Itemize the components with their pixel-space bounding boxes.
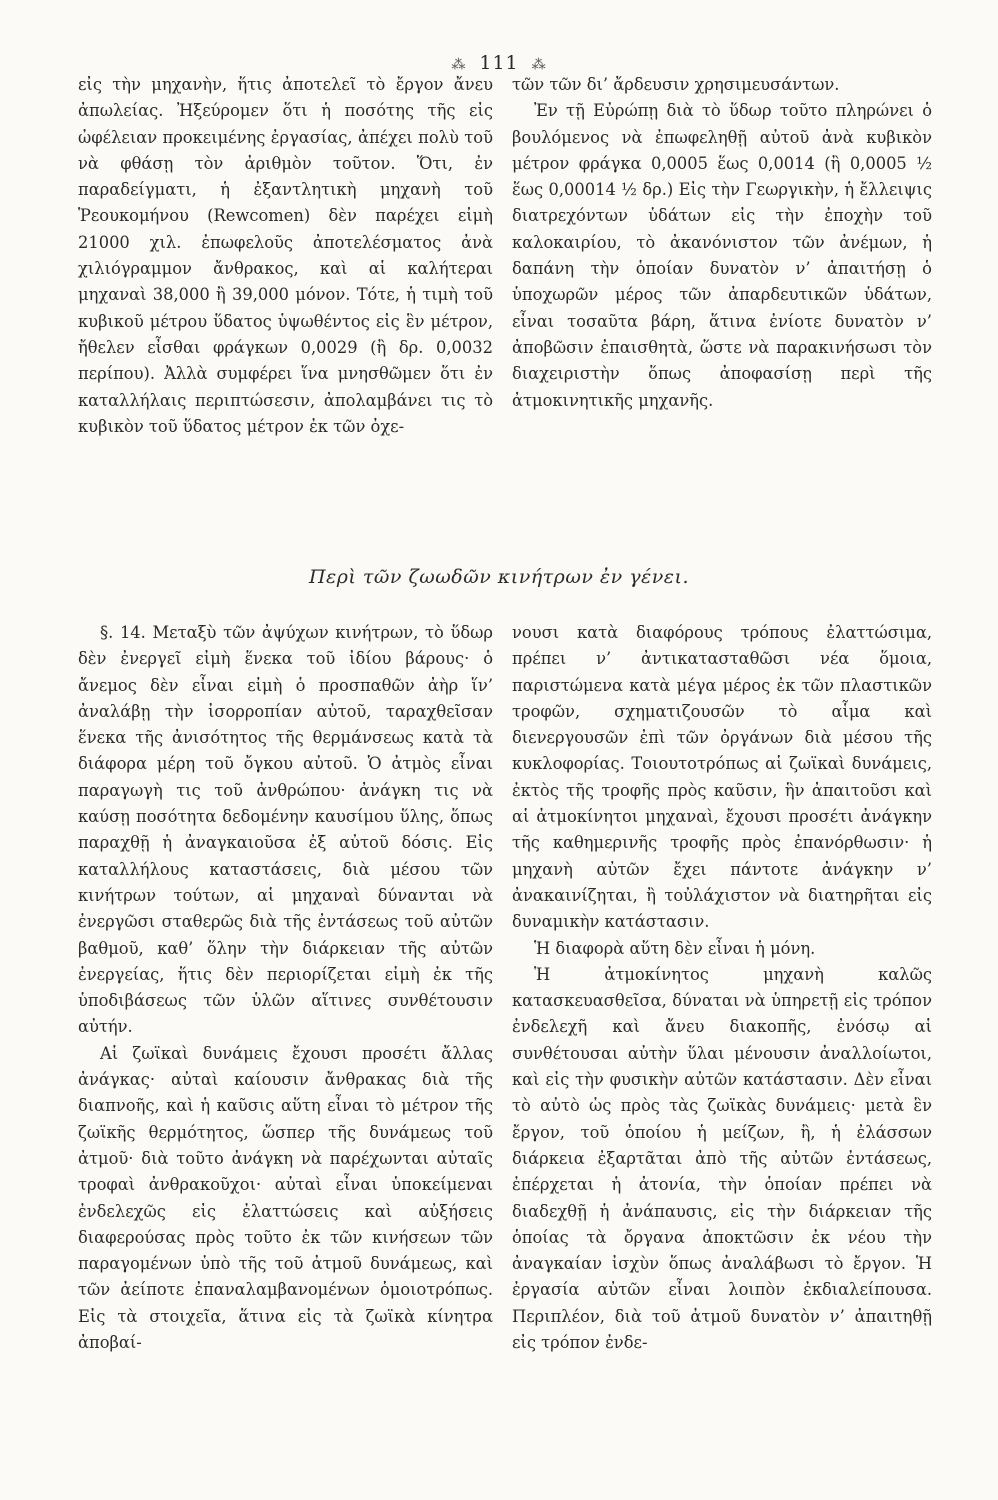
page-header (0, 52, 998, 74)
paragraph: Ἐν τῇ Εὐρώπῃ διὰ τὸ ὕδωρ τοῦτο πληρώνει ὁ βουλόμενος νὰ ἐπωφεληθῇ αὐτοῦ ἀνὰ κυβικὸν μέτρον φράγκα 0,0005 ἕως 0,0014 (ἢ 0,0005 ½ ἕως 0,00014 ½ δρ.) Εἰς τὴν Γεωργικὴν, ἡ ἔλλειψις διατρεχόντων ὑδάτων εἰς τὴν ἐποχὴν τοῦ καλοκαιρίου, τὸ ἀκανόνιστον τῶν ἀνέμων, ἡ δαπάνη τὴν ὁποίαν δυνατὸν ν’ ἀπαιτήσῃ ὁ ὑποχωρῶν μέρος τῶν ἀπαρδευτικῶν ὑδάτων, εἶναι τοσαῦτα βάρη, ἅτινα ἐνίοτε δυνατὸν ν’ ἀποβῶσιν ἐπαισθητὰ, ὥστε νὰ παρακινήσωσι τὸν διαχειριστὴν ὅπως ἀποφασίσῃ περὶ τῆς ἀτμοκινητικῆς μηχανῆς. (512, 101, 932, 410)
paragraph: εἰς τὴν μηχανὴν, ἥτις ἀποτελεῖ τὸ ἔργον ἄνευ ἀπωλείας. Ἠξεύρομεν ὅτι ἡ ποσότης τῆς εἰς ὠφέλειαν προκειμένης ἐργασίας, ἀπέχει πολὺ τοῦ νὰ φθάσῃ τὸν ἀριθμὸν τοῦτον. Ὅτι, ἐν παραδείγματι, ἡ ἐξαντλητικὴ μηχανὴ τοῦ Ῥεουκομήνου (Rewcomen) δὲν παρέχει εἰμὴ 21000 χιλ. ἐπωφελοῦς ἀποτελέσματος ἀνὰ χιλιόγραμμον ἄνθρακος, καὶ αἱ καλήτεραι μηχαναὶ 38,000 ἢ 39,000 μόνον. Τότε, ἡ τιμὴ τοῦ κυβικοῦ μέτρου ὕδατος ὑψωθέντος εἰς ἓν μέτρον, ἤθελεν εἶσθαι φράγκων 0,0029 (ἢ δρ. 0,0032 περίπου). Ἀλλὰ συμφέρει ἵνα μνησθῶμεν ὅτι ἐν καταλλήλαις περιπτώσεσιν, ἀπολαμβάνει τις τὸ κυβικὸν τοῦ ὕδατος μέτρον ἐκ τῶν ὀχε- (78, 75, 493, 436)
bottom-right-column (512, 620, 932, 1356)
top-right-column (512, 72, 932, 414)
section-number: §. 14. (100, 623, 146, 642)
paragraph: Ἡ διαφορὰ αὕτη δὲν εἶναι ἡ μόνη. (534, 938, 816, 958)
paragraph: τῶν τῶν δι’ ἄρδευσιν χρησιμευσάντων. (512, 75, 840, 94)
paragraph: Αἱ ζωϊκαὶ δυνάμεις ἔχουσι προσέτι ἄλλας ἀνάγκας· αὐταὶ καίουσιν ἄνθρακας διὰ τῆς διαπνοῆς, καὶ ἡ καῦσις αὕτη εἶναι τὸ μέτρον τῆς ζωϊκῆς θερμότητος, ὥσπερ τῆς δυνάμεως τοῦ ἀτμοῦ· διὰ τοῦτο ἀνάγκη νὰ παρέχωνται αὐταῖς τροφαὶ ἀνθρακοῦχοι· αὐταὶ εἶναι ὑποκείμεναι ἐνδελεχῶς εἰς ἐλαττώσεις καὶ αὐξήσεις διαφερούσας πρὸς τοῦτο ἐκ τῶν κινήσεων τῶν παραγομένων ὑπὸ τῆς τοῦ ἀτμοῦ δυνάμεως, καὶ τῶν ἀείποτε ἐπαναλαμβανομένων ὁμοιοτρόπως. Εἰς τὰ στοιχεῖα, ἅτινα εἰς τὰ ζωϊκὰ κίνητρα ἀποβαί- (78, 1043, 493, 1353)
page-number: 111 (479, 52, 519, 74)
bottom-left-column (78, 620, 493, 1356)
paragraph: Ἡ ἀτμοκίνητος μηχανὴ καλῶς κατασκευασθεῖσα, δύναται νὰ ὑπηρετῇ εἰς τρόπον ἐνδελεχῆ καὶ ἄνευ διακοπῆς, ἐνόσῳ αἱ συνθέτουσαι αὐτὴν ὕλαι μένουσιν ἀναλλοίωτοι, καὶ εἰς τὴν φυσικὴν αὐτῶν κατάστασιν. Δὲν εἶναι τὸ αὐτὸ ὡς πρὸς τὰς ζωϊκὰς δυνάμεις· μετὰ ἓν ἔργον, τοῦ ὁποίου ἡ μείζων, ἢ, ἡ ἐλάσσων διάρκεια ἐξαρτᾶται ἀπὸ τῆς αὐτῶν ἐντάσεως, ἐπέρχεται ἡ ἀτονία, τὴν ὁποίαν πρέπει νὰ διαδεχθῇ ἡ ἀνάπαυσις, εἰς τὴν διάρκειαν τῆς ὁποίας τὰ ὄργανα ἀποκτῶσιν ἐκ νέου τὴν ἀναγκαίαν ἰσχὺν ὅπως ἀναλάβωσι τὸ ἔργον. Ἡ ἐργασία αὐτῶν εἶναι λοιπὸν ἐκδιαλείπουσα. Περιπλέον, διὰ τοῦ ἀτμοῦ δυνατὸν ν’ ἀπαιτηθῇ εἰς τρόπον ἐνδε- (512, 964, 932, 1353)
ornament-left-icon: ⁂ (451, 57, 467, 73)
paragraph-text: Μεταξὺ τῶν ἀψύχων κινήτρων, τὸ ὕδωρ δὲν ἐνεργεῖ εἰμὴ ἕνεκα τοῦ ἰδίου βάρους· ὁ ἄνεμος δὲν εἶναι εἰμὴ ὁ προσπαθῶν ἀὴρ ἵν’ ἀναλάβῃ τὴν ἰσορροπίαν αὐτοῦ, ταραχθεῖσαν ἕνεκα τῆς ἀνισότητος τῆς θερμάνσεως κατὰ τὰ διάφορα μέρη τοῦ ὄγκου αὐτοῦ. Ὁ ἀτμὸς εἶναι παραγωγὴ τις τοῦ ἀνθρώπου· ἀνάγκη τις νὰ καύσῃ ποσότητα δεδομένην καυσίμου ὕλης, ὅπως παραχθῇ ἡ ἀναγκαιοῦσα ἐξ αὐτοῦ δόσις. Εἰς καταλλήλους καταστάσεις, διὰ μέσου τῶν κινήτρων τούτων, αἱ μηχαναὶ δύνανται νὰ ἐνεργῶσι σταθερῶς διὰ τῆς ἐντάσεως τοῦ αὐτῶν βαθμοῦ, καθ’ ὅλην τὴν διάρκειαν τῆς αὐτῶν ἐνεργείας, ἥτις δὲν περιορίζεται εἰμὴ ἐκ τῆς ὑποδιβάσεως τῶν ὑλῶν αἵτινες συνθέτουσιν αὐτήν. (78, 623, 493, 1037)
ornament-right-icon: ⁂ (531, 57, 547, 73)
top-left-column (78, 72, 493, 440)
paragraph: νουσι κατὰ διαφόρους τρόπους ἐλαττώσιμα, πρέπει ν’ ἀντικατασταθῶσι νέα ὅμοια, παριστώμενα κατὰ μέγα μέρος ἐκ τῶν πλαστικῶν τροφῶν, σχηματιζουσῶν τὸ αἷμα καὶ διενεργουσῶν ἐπὶ τῶν ὀργάνων διὰ μέσου τῆς κυκλοφορίας. Τοιουτοτρόπως αἱ ζωϊκαὶ δυνάμεις, ἐκτὸς τῆς τροφῆς πρὸς καῦσιν, ἣν ἀπαιτοῦσι καὶ αἱ ἀτμοκίνητοι μηχαναὶ, ἔχουσι προσέτι ἀνάγκην τῆς καθημερινῆς τροφῆς πρὸς ἐπανόρθωσιν· ἡ μηχανὴ αὐτῶν ἔχει πάντοτε ἀνάγκην ν’ ἀνακαινίζηται, ἢ τοὐλάχιστον νὰ διατηρῆται εἰς δυναμικὴν κατάστασιν. (512, 623, 932, 932)
paragraph (78, 620, 493, 1041)
section-heading: Περὶ τῶν ζωωδῶν κινήτρων ἐν γένει. (308, 566, 689, 588)
